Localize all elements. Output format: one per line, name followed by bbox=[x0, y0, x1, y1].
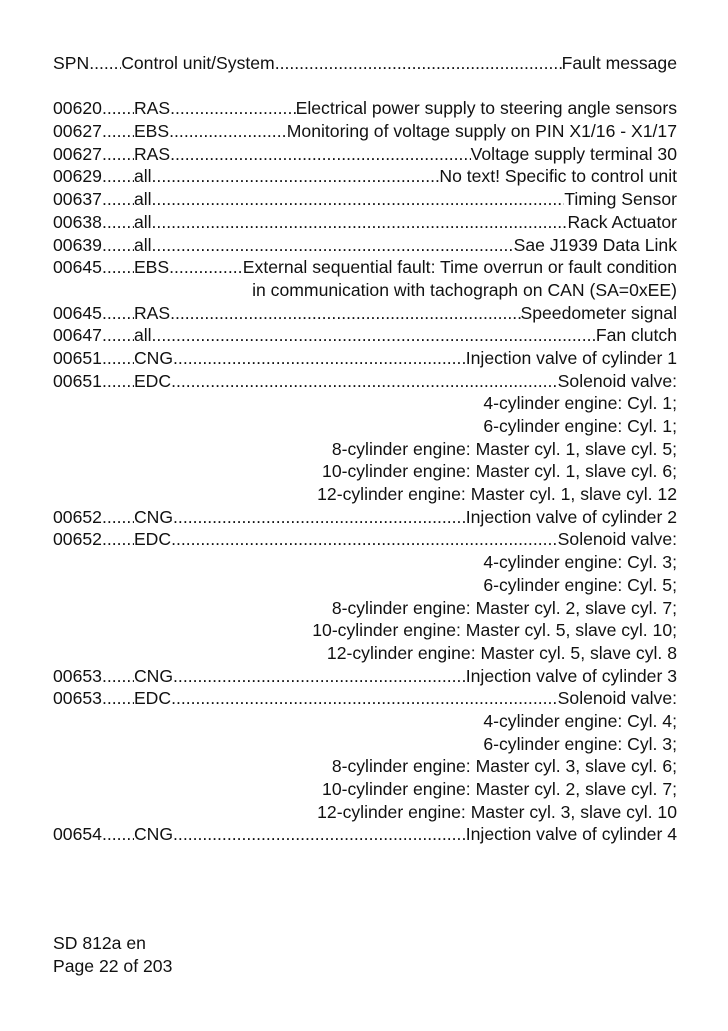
control-unit: CNG bbox=[133, 824, 174, 845]
leader-dots bbox=[102, 211, 134, 234]
fault-message-continuation: in communication with tachograph on CAN (SA=0xEE) bbox=[252, 279, 677, 300]
control-unit: RAS bbox=[133, 302, 171, 323]
fault-message-continuation: 4-cylinder engine: Cyl. 3; bbox=[483, 552, 677, 573]
page-footer bbox=[53, 932, 172, 977]
control-unit: all bbox=[133, 166, 152, 187]
leader-dots bbox=[152, 188, 565, 211]
fault-message-continuation: 4-cylinder engine: Cyl. 4; bbox=[483, 710, 677, 731]
fault-message: Sae J1939 Data Link bbox=[513, 234, 677, 255]
leader-dots bbox=[170, 97, 295, 120]
leader-dots bbox=[152, 324, 596, 347]
fault-message: Solenoid valve: bbox=[557, 688, 677, 709]
fault-message: Speedometer signal bbox=[520, 302, 677, 323]
leader-dots bbox=[173, 665, 466, 688]
fault-entry-row bbox=[53, 347, 677, 370]
fault-message: Timing Sensor bbox=[564, 189, 677, 210]
fault-message-continuation: 6-cylinder engine: Cyl. 1; bbox=[483, 416, 677, 437]
fault-entry-row bbox=[53, 188, 677, 211]
fault-entry-row bbox=[53, 143, 677, 166]
fault-message-continuation: 10-cylinder engine: Master cyl. 2, slave cyl. 7; bbox=[322, 779, 677, 800]
control-unit: CNG bbox=[133, 506, 174, 527]
leader-dots bbox=[102, 528, 134, 551]
leader-dots bbox=[152, 234, 514, 257]
leader-dots bbox=[173, 823, 466, 846]
fault-entry-row bbox=[53, 665, 677, 688]
leader-dots bbox=[102, 302, 134, 325]
fault-message: Solenoid valve: bbox=[557, 370, 677, 391]
leader-dots bbox=[173, 506, 466, 529]
fault-message-continuation: 8-cylinder engine: Master cyl. 2, slave cyl. 7; bbox=[331, 597, 677, 618]
leader-dots bbox=[102, 234, 134, 257]
spn-code: 00647 bbox=[53, 325, 102, 346]
control-unit: EDC bbox=[133, 688, 172, 709]
spn-code: 00653 bbox=[53, 688, 102, 709]
leader-dots bbox=[102, 97, 134, 120]
leader-dots bbox=[102, 324, 134, 347]
control-unit: all bbox=[133, 234, 152, 255]
fault-message: Rack Actuator bbox=[567, 211, 677, 232]
header-leader-dots bbox=[89, 52, 121, 75]
spn-code: 00651 bbox=[53, 370, 102, 391]
leader-dots bbox=[171, 528, 558, 551]
fault-message: Monitoring of voltage supply on PIN X1/16 - X1/17 bbox=[286, 121, 677, 142]
leader-dots bbox=[102, 506, 134, 529]
spn-code: 00645 bbox=[53, 257, 102, 278]
spn-code: 00654 bbox=[53, 824, 102, 845]
control-unit: EBS bbox=[133, 257, 170, 278]
table-header bbox=[53, 52, 677, 75]
fault-message-continuation: 10-cylinder engine: Master cyl. 5, slave cyl. 10; bbox=[312, 620, 677, 641]
fault-message: Injection valve of cylinder 3 bbox=[465, 665, 677, 686]
leader-dots bbox=[102, 665, 134, 688]
fault-entry-row bbox=[53, 370, 677, 393]
leader-dots bbox=[171, 687, 558, 710]
control-unit: all bbox=[133, 211, 152, 232]
fault-entry-row bbox=[53, 234, 677, 257]
control-unit: RAS bbox=[133, 143, 171, 164]
control-unit: all bbox=[133, 325, 152, 346]
fault-message-continuation: 12-cylinder engine: Master cyl. 1, slave cyl. 12 bbox=[317, 484, 677, 505]
fault-message-continuation: 10-cylinder engine: Master cyl. 1, slave cyl. 6; bbox=[322, 461, 677, 482]
fault-message-continuation: 6-cylinder engine: Cyl. 5; bbox=[483, 574, 677, 595]
fault-entry-row bbox=[53, 506, 677, 529]
control-unit: EBS bbox=[133, 121, 170, 142]
fault-entry-row bbox=[53, 528, 677, 551]
leader-dots bbox=[102, 165, 134, 188]
spn-code: 00645 bbox=[53, 302, 102, 323]
fault-entry-row bbox=[53, 256, 677, 279]
leader-dots bbox=[173, 347, 466, 370]
leader-dots bbox=[169, 120, 287, 143]
fault-entries-list bbox=[53, 97, 677, 846]
fault-message-continuation: 4-cylinder engine: Cyl. 1; bbox=[483, 393, 677, 414]
fault-message: Voltage supply terminal 30 bbox=[470, 143, 677, 164]
fault-message-continuation: 8-cylinder engine: Master cyl. 3, slave cyl. 6; bbox=[331, 756, 677, 777]
leader-dots bbox=[102, 823, 134, 846]
fault-entry-row bbox=[53, 823, 677, 846]
fault-entry-row bbox=[53, 302, 677, 325]
fault-message-continuation: 8-cylinder engine: Master cyl. 1, slave cyl. 5; bbox=[331, 438, 677, 459]
fault-message: Injection valve of cylinder 4 bbox=[465, 824, 677, 845]
leader-dots bbox=[171, 370, 558, 393]
header-spn: SPN bbox=[53, 53, 90, 73]
leader-dots bbox=[102, 143, 134, 166]
leader-dots bbox=[152, 165, 440, 188]
spn-code: 00627 bbox=[53, 121, 102, 142]
fault-message: Solenoid valve: bbox=[557, 529, 677, 550]
control-unit: CNG bbox=[133, 347, 174, 368]
spn-code: 00620 bbox=[53, 98, 102, 119]
control-unit: RAS bbox=[133, 98, 171, 119]
fault-message: Injection valve of cylinder 2 bbox=[465, 506, 677, 527]
control-unit: EDC bbox=[133, 529, 172, 550]
spn-code: 00653 bbox=[53, 665, 102, 686]
spn-code: 00637 bbox=[53, 189, 102, 210]
page-number: Page 22 of 203 bbox=[53, 955, 173, 976]
fault-message-continuation: 12-cylinder engine: Master cyl. 3, slave cyl. 10 bbox=[317, 801, 677, 822]
leader-dots bbox=[170, 302, 520, 325]
leader-dots bbox=[152, 211, 568, 234]
fault-entry-row bbox=[53, 97, 677, 120]
spn-code: 00629 bbox=[53, 166, 102, 187]
leader-dots bbox=[169, 256, 243, 279]
leader-dots bbox=[102, 188, 134, 211]
header-control-unit: Control unit/System bbox=[121, 53, 275, 73]
leader-dots bbox=[102, 256, 134, 279]
document-id: SD 812a en bbox=[53, 933, 146, 953]
fault-entry-row bbox=[53, 120, 677, 143]
fault-entry-row bbox=[53, 165, 677, 188]
fault-message: External sequential fault: Time overrun or fault condition bbox=[242, 257, 677, 278]
spn-code: 00651 bbox=[53, 347, 102, 368]
leader-dots bbox=[102, 347, 134, 370]
leader-dots bbox=[102, 120, 134, 143]
spn-code: 00639 bbox=[53, 234, 102, 255]
header-fault-message: Fault message bbox=[561, 53, 677, 73]
fault-message-continuation: 6-cylinder engine: Cyl. 3; bbox=[483, 733, 677, 754]
spn-code: 00652 bbox=[53, 529, 102, 550]
spn-code: 00652 bbox=[53, 506, 102, 527]
spn-code: 00627 bbox=[53, 143, 102, 164]
header-leader-dots bbox=[275, 52, 562, 75]
leader-dots bbox=[102, 687, 134, 710]
fault-message-continuation: 12-cylinder engine: Master cyl. 5, slave cyl. 8 bbox=[326, 642, 677, 663]
fault-code-table bbox=[53, 52, 677, 846]
leader-dots bbox=[170, 143, 471, 166]
control-unit: EDC bbox=[133, 370, 172, 391]
fault-entry-row bbox=[53, 687, 677, 710]
control-unit: all bbox=[133, 189, 152, 210]
fault-entry-row bbox=[53, 211, 677, 234]
fault-message: Injection valve of cylinder 1 bbox=[465, 347, 677, 368]
spn-code: 00638 bbox=[53, 211, 102, 232]
fault-message: Electrical power supply to steering angle sensors bbox=[295, 98, 677, 119]
leader-dots bbox=[102, 370, 134, 393]
control-unit: CNG bbox=[133, 665, 174, 686]
fault-message: No text! Specific to control unit bbox=[439, 166, 677, 187]
fault-message: Fan clutch bbox=[595, 325, 677, 346]
fault-entry-row bbox=[53, 324, 677, 347]
